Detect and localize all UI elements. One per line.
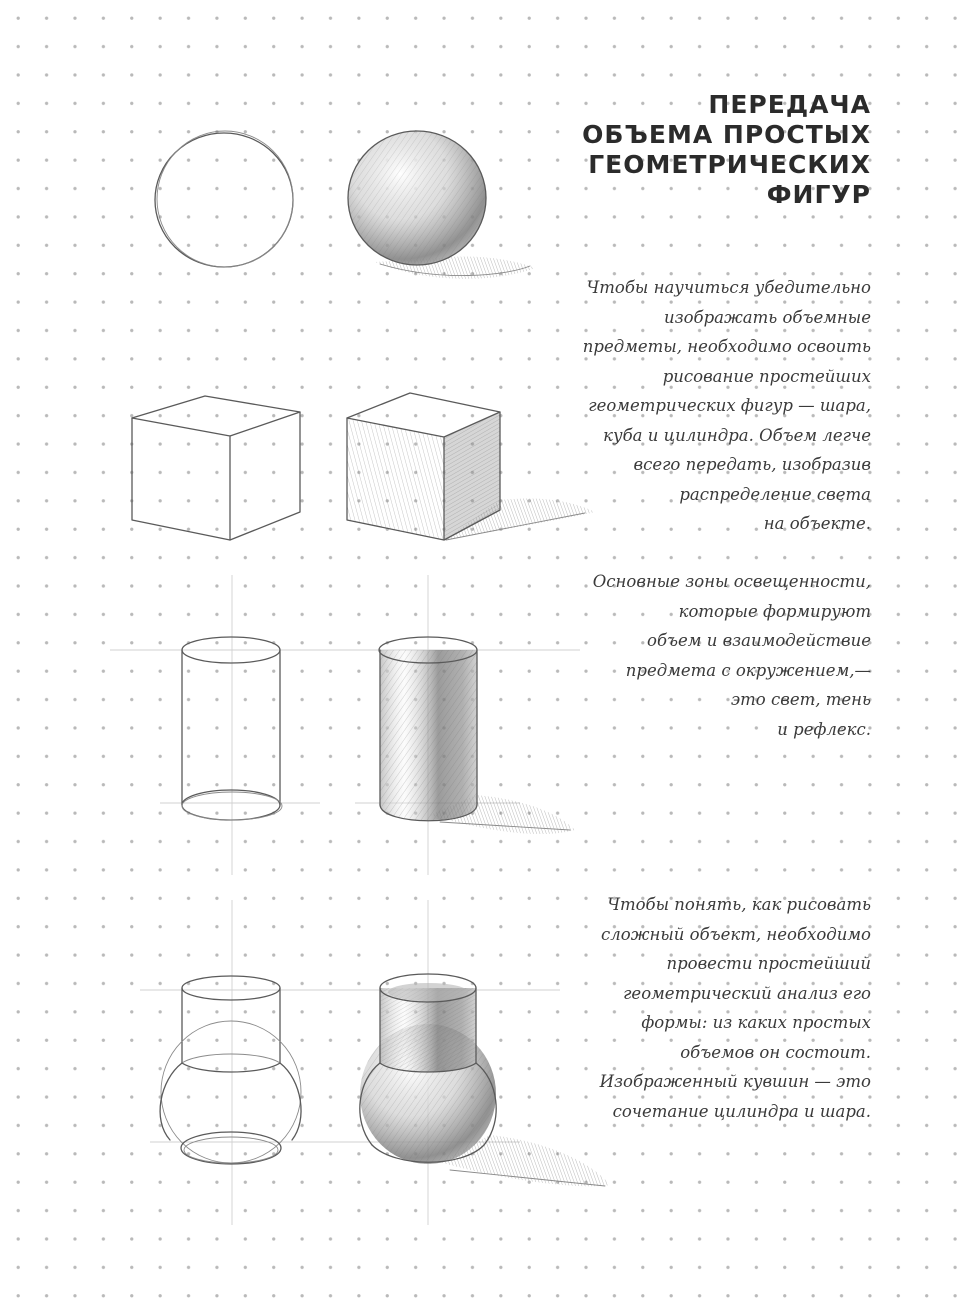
shaded-sphere-sketch (348, 131, 535, 279)
text-line: Изображенный кувшин — это (599, 1072, 871, 1091)
text-line: Основные зоны освещенности, (592, 572, 871, 591)
text-line: геометрических фигур — шара, (588, 396, 871, 415)
jug-outline-sketch (160, 976, 301, 1164)
text-line: на объекте. (763, 514, 871, 533)
intro-paragraph (583, 273, 871, 539)
text-line: которые формируют (678, 601, 871, 621)
text-line: это свет, тень (730, 690, 871, 709)
text-line: всего передать, изобразив (633, 455, 871, 474)
title-line: ФИГУР (766, 180, 871, 209)
cube-outline-sketch (132, 396, 300, 540)
text-line: и рефлекс. (777, 719, 871, 739)
text-line: объем и взаимодействие (647, 631, 871, 650)
text-line: рисование простейших (662, 366, 871, 386)
circle-outline-sketch (155, 131, 293, 267)
text-line: сложный объект, необходимо (601, 924, 871, 944)
text-line: объемов он состоит. (680, 1042, 871, 1062)
text-line: Чтобы научиться убедительно (586, 278, 871, 297)
text-line: сочетание цилиндра и шара. (612, 1101, 871, 1121)
analysis-paragraph (600, 890, 871, 1126)
text-line: предмета с окружением,— (625, 660, 871, 680)
title-line: ГЕОМЕТРИЧЕСКИХ (588, 150, 871, 179)
text-line: Чтобы понять, как рисовать (607, 895, 871, 914)
text-line: геометрический анализ его (623, 983, 871, 1003)
title-line: ПЕРЕДАЧА (708, 90, 871, 119)
lighting-zones-paragraph (593, 567, 871, 744)
construction-guidelines (110, 575, 580, 1225)
title-line: ОБЪЕМА ПРОСТЫХ (582, 120, 871, 149)
text-line: распределение света (679, 484, 871, 504)
shaded-cube-sketch (347, 393, 595, 540)
text-line: предметы, необходимо освоить (582, 337, 871, 356)
shaded-cylinder-sketch (379, 637, 575, 834)
shaded-jug-sketch (360, 974, 610, 1186)
text-line: изображать объемные (663, 307, 871, 327)
text-line: провести простейший (666, 954, 871, 973)
text-line: куба и цилиндра. Объем легче (603, 425, 871, 445)
text-line: формы: из каких простых (641, 1013, 871, 1032)
page-title (582, 90, 871, 210)
